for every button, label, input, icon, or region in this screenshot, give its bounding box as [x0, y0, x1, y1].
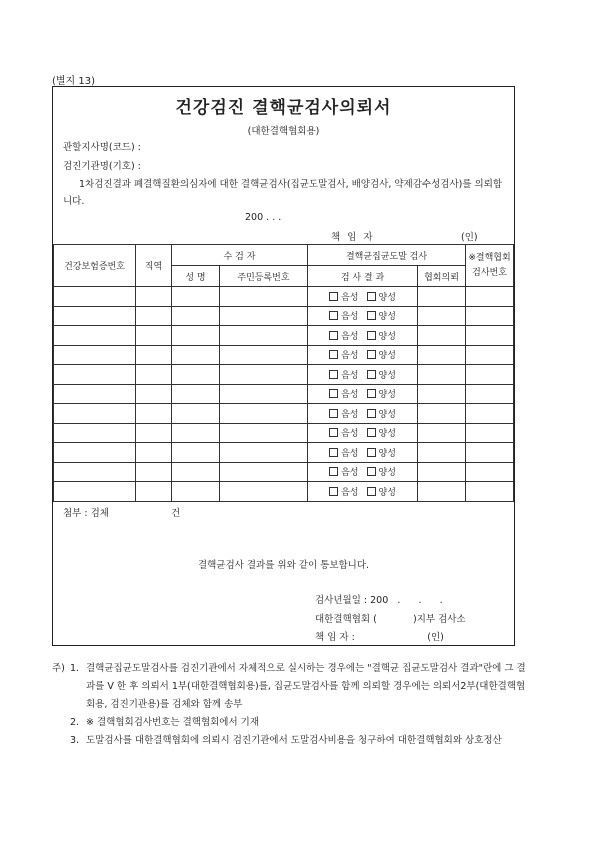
negative-option[interactable] — [329, 290, 358, 303]
responsible-label: 책 임 자 — [331, 232, 375, 243]
checkbox-icon[interactable] — [329, 487, 338, 496]
result-cell — [308, 404, 418, 424]
table-row — [54, 482, 514, 502]
assoc-number-cell[interactable] — [466, 287, 514, 307]
job-cell[interactable] — [136, 365, 172, 385]
branch-label: 관할지사명(코드) : — [63, 142, 141, 153]
insurance-cell[interactable] — [54, 306, 136, 326]
col-insurance-number: 건강보험증번호 — [54, 245, 136, 287]
insurance-cell[interactable] — [54, 443, 136, 463]
col-name: 성 명 — [172, 266, 220, 287]
note-text: ※ 결핵협회검사번호는 결핵협회에서 기재 — [86, 717, 260, 728]
insurance-cell[interactable] — [54, 423, 136, 443]
negative-label: 음성 — [341, 312, 359, 323]
positive-option[interactable] — [367, 290, 396, 303]
notify-text: 결핵균검사 결과를 위와 같이 통보합니다. — [197, 560, 370, 571]
checkbox-icon[interactable] — [367, 311, 376, 320]
col-smear-test: 결핵균집균도말 검사 — [308, 245, 466, 266]
negative-label: 음성 — [341, 409, 359, 420]
col-examinee: 수 검 자 — [172, 245, 308, 266]
insurance-cell[interactable] — [54, 326, 136, 346]
examinee-table — [53, 244, 514, 502]
note-text: 결핵균집균도말검사를 검진기관에서 자체적으로 실시하는 경우에는 "결핵균 집균도말검사 결과"란에 그 결과를 V 한 후 의뢰서 1부(대한결핵협회용)를, 집균도말검사를 함께 의뢰할 경우에는 의뢰서2부(대한결핵협회용, 검진기관용)를 검체와 함께 송부 — [86, 663, 526, 710]
result-cell — [308, 326, 418, 346]
checkbox-icon[interactable] — [329, 331, 338, 340]
negative-option[interactable] — [329, 407, 358, 420]
assoc-number-cell[interactable] — [466, 365, 514, 385]
request-cell[interactable] — [418, 423, 466, 443]
insurance-cell[interactable] — [54, 365, 136, 385]
name-cell[interactable] — [172, 423, 220, 443]
positive-label: 양성 — [378, 487, 396, 498]
form-code: (별지 13) — [52, 76, 96, 87]
col-assoc-number: ※결핵협회 검사번호 — [466, 245, 514, 287]
note-number: 1. — [70, 663, 80, 674]
job-cell[interactable] — [136, 384, 172, 404]
positive-label: 양성 — [378, 331, 396, 342]
request-cell[interactable] — [418, 345, 466, 365]
name-cell[interactable] — [172, 404, 220, 424]
checkbox-icon[interactable] — [367, 370, 376, 379]
assoc-number-cell[interactable] — [466, 443, 514, 463]
negative-option[interactable] — [329, 446, 358, 459]
attachment-label: 첨부 : 검체 — [63, 508, 109, 519]
checkbox-icon[interactable] — [329, 409, 338, 418]
negative-label: 음성 — [341, 468, 359, 479]
checkbox-icon[interactable] — [367, 331, 376, 340]
checkbox-icon[interactable] — [329, 467, 338, 476]
note-item — [52, 714, 532, 732]
name-cell[interactable] — [172, 384, 220, 404]
positive-label: 양성 — [378, 351, 396, 362]
assoc-number-cell[interactable] — [466, 404, 514, 424]
note-item — [52, 660, 532, 714]
note-number: 3. — [70, 735, 80, 746]
negative-option[interactable] — [329, 485, 358, 498]
resident-cell[interactable] — [220, 462, 308, 482]
request-cell[interactable] — [418, 287, 466, 307]
responsible-line: 책 임 자 : (인) — [315, 632, 444, 643]
result-cell — [308, 365, 418, 385]
negative-label: 음성 — [341, 370, 359, 381]
result-cell — [308, 384, 418, 404]
table-row — [54, 384, 514, 404]
exam-date: 검사년월일 : 200 . . . — [315, 595, 443, 606]
association-line: 대한결핵협회 ( )지부 검사소 — [315, 614, 466, 625]
result-cell — [308, 482, 418, 502]
name-cell[interactable] — [172, 326, 220, 346]
job-cell[interactable] — [136, 423, 172, 443]
resident-cell[interactable] — [220, 365, 308, 385]
request-text-body: 1차검진결과 폐결핵질환의심자에 대한 결핵균검사(집균도말검사, 배양검사, 약제감수성검사)를 의뢰합니다. — [63, 179, 503, 207]
job-cell[interactable] — [136, 345, 172, 365]
page-subtitle: (대한결핵협회용) — [247, 126, 320, 137]
request-text — [63, 176, 508, 210]
request-cell[interactable] — [418, 404, 466, 424]
note-prefix: 주) — [52, 663, 65, 674]
positive-option[interactable] — [367, 426, 396, 439]
positive-label: 양성 — [378, 312, 396, 323]
positive-label: 양성 — [378, 390, 396, 401]
assoc-number-cell[interactable] — [466, 306, 514, 326]
name-cell[interactable] — [172, 482, 220, 502]
positive-option[interactable] — [367, 309, 396, 322]
negative-label: 음성 — [341, 351, 359, 362]
request-cell[interactable] — [418, 365, 466, 385]
checkbox-icon[interactable] — [367, 487, 376, 496]
note-number: 2. — [70, 717, 80, 728]
job-cell[interactable] — [136, 462, 172, 482]
attachment-unit: 건 — [171, 508, 181, 519]
positive-label: 양성 — [378, 448, 396, 459]
negative-option[interactable] — [329, 465, 358, 478]
name-cell[interactable] — [172, 345, 220, 365]
request-form — [52, 86, 515, 646]
col-job: 직역 — [136, 245, 172, 287]
assoc-number-cell[interactable] — [466, 326, 514, 346]
result-cell — [308, 287, 418, 307]
insurance-cell[interactable] — [54, 462, 136, 482]
positive-option[interactable] — [367, 387, 396, 400]
insurance-cell[interactable] — [54, 404, 136, 424]
checkbox-icon[interactable] — [367, 409, 376, 418]
assoc-number-cell[interactable] — [466, 384, 514, 404]
name-cell[interactable] — [172, 306, 220, 326]
result-cell — [308, 462, 418, 482]
insurance-cell[interactable] — [54, 345, 136, 365]
name-cell[interactable] — [172, 365, 220, 385]
negative-option[interactable] — [329, 368, 358, 381]
job-cell[interactable] — [136, 306, 172, 326]
negative-option[interactable] — [329, 348, 358, 361]
negative-option[interactable] — [329, 309, 358, 322]
note-text: 도말검사를 대한결핵협회에 의뢰시 검진기관에서 도말검사비용을 청구하여 대한결핵협회와 상호정산 — [86, 735, 502, 746]
checkbox-icon[interactable] — [367, 292, 376, 301]
page-title: 건강검진 결핵균검사의뢰서 — [175, 98, 392, 118]
notes — [52, 660, 532, 750]
negative-option[interactable] — [329, 329, 358, 342]
positive-option[interactable] — [367, 368, 396, 381]
job-cell[interactable] — [136, 443, 172, 463]
table-row — [54, 306, 514, 326]
table-row — [54, 365, 514, 385]
col-resident-number: 주민등록번호 — [220, 266, 308, 287]
name-cell[interactable] — [172, 443, 220, 463]
request-cell[interactable] — [418, 326, 466, 346]
positive-label: 양성 — [378, 292, 396, 303]
table-row — [54, 404, 514, 424]
resident-cell[interactable] — [220, 482, 308, 502]
negative-label: 음성 — [341, 292, 359, 303]
resident-cell[interactable] — [220, 384, 308, 404]
assoc-number-cell[interactable] — [466, 482, 514, 502]
table-row — [54, 287, 514, 307]
resident-cell[interactable] — [220, 287, 308, 307]
resident-cell[interactable] — [220, 404, 308, 424]
institution-label: 검진기관명(기호) : — [63, 161, 141, 172]
job-cell[interactable] — [136, 404, 172, 424]
request-cell[interactable] — [418, 384, 466, 404]
table-row — [54, 345, 514, 365]
name-cell[interactable] — [172, 462, 220, 482]
request-cell[interactable] — [418, 443, 466, 463]
negative-label: 음성 — [341, 487, 359, 498]
resident-cell[interactable] — [220, 443, 308, 463]
table-row — [54, 443, 514, 463]
checkbox-icon[interactable] — [329, 428, 338, 437]
negative-label: 음성 — [341, 331, 359, 342]
assoc-number-cell[interactable] — [466, 345, 514, 365]
negative-option[interactable] — [329, 426, 358, 439]
table-row — [54, 423, 514, 443]
assoc-number-cell[interactable] — [466, 462, 514, 482]
job-cell[interactable] — [136, 482, 172, 502]
request-date: 200 . . . — [245, 212, 282, 223]
result-cell — [308, 443, 418, 463]
resident-cell[interactable] — [220, 326, 308, 346]
checkbox-icon[interactable] — [329, 370, 338, 379]
job-cell[interactable] — [136, 326, 172, 346]
resident-cell[interactable] — [220, 423, 308, 443]
positive-option[interactable] — [367, 348, 396, 361]
checkbox-icon[interactable] — [367, 389, 376, 398]
positive-option[interactable] — [367, 446, 396, 459]
checkbox-icon[interactable] — [367, 448, 376, 457]
negative-label: 음성 — [341, 448, 359, 459]
request-cell[interactable] — [418, 462, 466, 482]
job-cell[interactable] — [136, 287, 172, 307]
positive-label: 양성 — [378, 370, 396, 381]
table-row — [54, 462, 514, 482]
resident-cell[interactable] — [220, 306, 308, 326]
result-cell — [308, 423, 418, 443]
insurance-cell[interactable] — [54, 482, 136, 502]
col-request: 협회의뢰 — [418, 266, 466, 287]
positive-option[interactable] — [367, 329, 396, 342]
negative-option[interactable] — [329, 387, 358, 400]
negative-label: 음성 — [341, 429, 359, 440]
positive-label: 양성 — [378, 429, 396, 440]
result-cell — [308, 306, 418, 326]
checkbox-icon[interactable] — [329, 292, 338, 301]
name-cell[interactable] — [172, 287, 220, 307]
positive-option[interactable] — [367, 465, 396, 478]
request-cell[interactable] — [418, 482, 466, 502]
checkbox-icon[interactable] — [367, 428, 376, 437]
insurance-cell[interactable] — [54, 384, 136, 404]
seal-label: (인) — [461, 232, 478, 243]
checkbox-icon[interactable] — [367, 467, 376, 476]
checkbox-icon[interactable] — [329, 389, 338, 398]
checkbox-icon[interactable] — [329, 448, 338, 457]
checkbox-icon[interactable] — [329, 350, 338, 359]
insurance-cell[interactable] — [54, 287, 136, 307]
checkbox-icon[interactable] — [329, 311, 338, 320]
request-cell[interactable] — [418, 306, 466, 326]
positive-label: 양성 — [378, 468, 396, 479]
positive-option[interactable] — [367, 407, 396, 420]
positive-option[interactable] — [367, 485, 396, 498]
note-item — [52, 732, 532, 750]
positive-label: 양성 — [378, 409, 396, 420]
assoc-number-cell[interactable] — [466, 423, 514, 443]
resident-cell[interactable] — [220, 345, 308, 365]
negative-label: 음성 — [341, 390, 359, 401]
checkbox-icon[interactable] — [367, 350, 376, 359]
col-result: 검 사 결 과 — [308, 266, 418, 287]
result-cell — [308, 345, 418, 365]
table-row — [54, 326, 514, 346]
